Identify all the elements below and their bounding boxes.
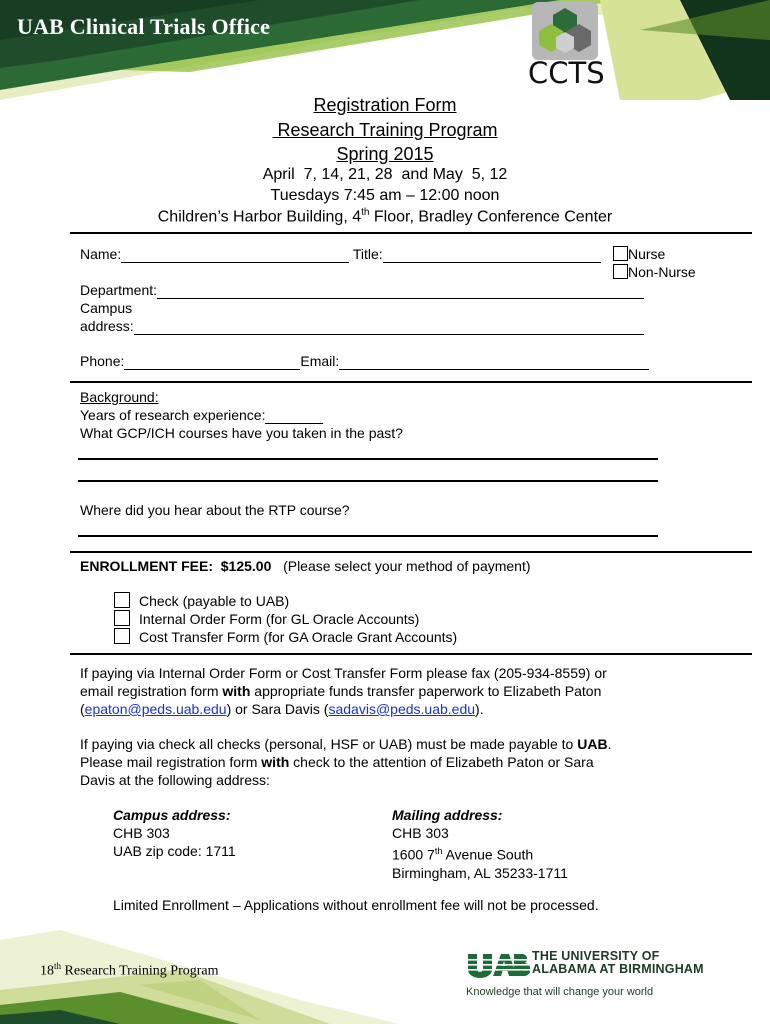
divider: [70, 551, 752, 553]
session-time: Tuesdays 7:45 am – 12:00 noon: [270, 187, 500, 204]
mailing-address-heading: Mailing address:: [392, 807, 503, 823]
payment-option-check[interactable]: [114, 592, 289, 610]
years-row: [80, 406, 323, 424]
email-label: Email:: [300, 353, 340, 369]
campus-address-heading: Campus address:: [113, 807, 231, 823]
department-label: Department:: [80, 282, 158, 298]
hear-question: Where did you hear about the RTP course?: [80, 502, 350, 518]
email-link-davis[interactable]: sadavis@peds.uab.edu: [328, 701, 476, 717]
campus-address-field[interactable]: [134, 320, 644, 335]
session-location: Children’s Harbor Building, 4th Floor, Bradley Conference Center: [157, 207, 613, 226]
gcp-answer-line[interactable]: [78, 480, 658, 482]
non-nurse-label: Non-Nurse: [628, 264, 696, 280]
campus-address-row: [80, 317, 644, 335]
nurse-label: Nurse: [628, 246, 666, 262]
years-field[interactable]: [265, 409, 323, 424]
name-label: Name:: [80, 246, 122, 262]
years-label: Years of research experience:: [80, 407, 266, 423]
campus-label: Campus: [80, 300, 133, 316]
enrollment-fee-row: [80, 557, 531, 575]
payment-option-label: Internal Order Form (for GL Oracle Accounts): [139, 611, 420, 627]
nurse-checkbox[interactable]: [613, 246, 628, 261]
uab-name: THE UNIVERSITY OF ALABAMA AT BIRMINGHAM: [532, 949, 704, 976]
session-dates: April 7, 14, 21, 28 and May 5, 12: [262, 166, 508, 183]
fee-note: (Please select your method of payment): [283, 558, 531, 574]
payment-option-cost-transfer[interactable]: [114, 628, 457, 646]
office-title: UAB Clinical Trials Office: [17, 14, 271, 39]
department-row: [80, 281, 644, 299]
phone-field[interactable]: [124, 355, 300, 370]
phone-email-row: [80, 352, 649, 370]
divider: [70, 653, 752, 655]
cost-transfer-checkbox[interactable]: [114, 628, 130, 644]
address-label: address:: [80, 318, 134, 334]
term-title: Spring 2015: [336, 144, 434, 164]
payment-option-internal-order[interactable]: [114, 610, 419, 628]
name-row: [80, 245, 601, 263]
internal-order-checkbox[interactable]: [114, 610, 130, 626]
nurse-option[interactable]: [613, 245, 665, 263]
title-label: Title:: [352, 246, 383, 262]
mailing-address-block: Mailing address: CHB 303 1600 7th Avenue South Birmingham, AL 35233-1711: [392, 807, 568, 881]
payment-option-label: Cost Transfer Form (for GA Oracle Grant Accounts): [139, 629, 458, 645]
non-nurse-option[interactable]: [613, 263, 696, 281]
instructions-check: If paying via check all checks (personal, HSF or UAB) must be made payable to UAB. Please mail registration form with check to the attention of Elizabeth Paton or Sara Davis at the following address:: [80, 736, 612, 788]
payment-option-label: Check (payable to UAB): [139, 593, 290, 609]
title-field[interactable]: [383, 248, 601, 263]
divider: [70, 381, 752, 383]
uab-tagline: Knowledge that will change your world: [466, 986, 654, 998]
program-title: Research Training Program: [272, 120, 498, 140]
divider: [70, 232, 752, 234]
hear-answer-line[interactable]: [78, 535, 658, 537]
department-field[interactable]: [157, 284, 644, 299]
email-link-paton[interactable]: epaton@peds.uab.edu: [84, 701, 227, 717]
ccts-logo-icon: [532, 2, 598, 60]
uab-logo-icon: [466, 952, 530, 978]
instructions-fax: If paying via Internal Order Form or Cost Transfer Form please fax (205-934-8559) or email registration form with appropriate funds transfer paperwork to Elizabeth Paton (epaton@peds.uab.edu) or Sara Davis (sadavis@peds.uab.edu).: [80, 665, 607, 717]
gcp-question: What GCP/ICH courses have you taken in the past?: [80, 425, 403, 441]
non-nurse-checkbox[interactable]: [613, 264, 628, 279]
limited-enrollment-note: Limited Enrollment – Applications without enrollment fee will not be processed.: [113, 897, 599, 913]
phone-label: Phone:: [80, 353, 125, 369]
fee-label: ENROLLMENT FEE: $125.00: [80, 558, 272, 574]
ccts-wordmark: CCTS: [528, 56, 605, 90]
form-title: Registration Form: [313, 95, 457, 115]
check-checkbox[interactable]: [114, 592, 130, 608]
campus-address-block: Campus address: CHB 303 UAB zip code: 1711: [113, 807, 236, 859]
background-heading: Background:: [80, 389, 159, 405]
footer-program-label: 18th Research Training Program: [40, 961, 219, 979]
name-field[interactable]: [121, 248, 349, 263]
gcp-answer-line[interactable]: [78, 458, 658, 460]
email-field[interactable]: [339, 355, 649, 370]
